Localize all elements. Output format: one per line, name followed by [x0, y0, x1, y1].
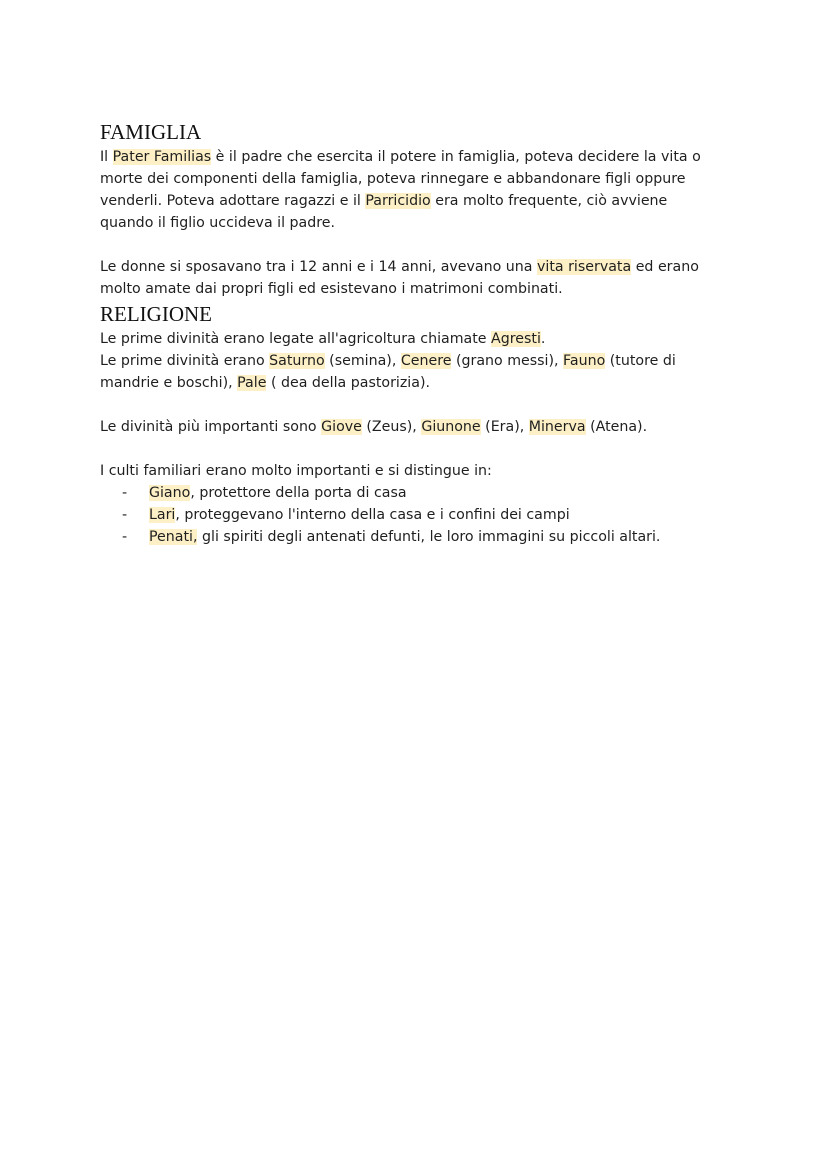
text-run: ( dea della pastorizia). — [266, 375, 430, 391]
highlight-vita-riservata: vita riservata — [537, 259, 632, 275]
paragraph-divinita-importanti — [100, 416, 720, 438]
list-bullet: - — [122, 485, 128, 501]
text-run: Il — [100, 149, 113, 165]
text-run: è il padre che esercita il potere in famiglia, poteva decidere la vita o morte dei componenti della famiglia, poteva rinnegare e abbandonare figli oppure venderli. Poteva adottare ragazzi e il — [100, 149, 701, 209]
text-run: (Zeus), — [361, 419, 422, 435]
text-run: Le prime divinità erano legate all'agricoltura chiamate — [100, 331, 492, 347]
highlight-penati: Penati, — [149, 529, 198, 545]
highlight-giano: Giano — [149, 485, 191, 501]
text-run: Le prime divinità erano — [100, 353, 270, 369]
text-run: , protettore della porta di casa — [190, 485, 407, 501]
highlight-lari: Lari — [149, 507, 176, 523]
highlight-parricidio: Parricidio — [365, 193, 431, 209]
highlight-pater-familias: Pater Familias — [112, 149, 212, 165]
text-run: (Atena). — [585, 419, 648, 435]
list-item-penati — [122, 526, 720, 548]
text-run: Le divinità più importanti sono — [100, 419, 322, 435]
text-run: (tutore di mandrie e boschi), — [100, 353, 676, 391]
paragraph-pater-familias — [100, 146, 720, 234]
list-item-lari — [122, 504, 720, 526]
paragraph-culti-familiari: I culti familiari erano molto importanti e si distingue in: — [100, 463, 492, 479]
highlight-giove: Giove — [321, 419, 362, 435]
text-run: gli spiriti degli antenati defunti, le loro immagini su piccoli altari. — [197, 529, 661, 545]
highlight-saturno: Saturno — [269, 353, 325, 369]
text-run: . — [540, 331, 546, 347]
text-run: (grano messi), — [451, 353, 564, 369]
paragraph-agresti — [100, 328, 720, 350]
text-run: era molto frequente, ciò avviene quando il figlio uccideva il padre. — [100, 193, 668, 231]
highlight-giunone: Giunone — [421, 419, 481, 435]
text-run: (semina), — [324, 353, 401, 369]
highlight-cenere: Cenere — [400, 353, 452, 369]
paragraph-spacer — [100, 234, 720, 256]
highlight-fauno: Fauno — [563, 353, 606, 369]
paragraph-donne — [100, 256, 720, 300]
highlight-pale: Pale — [237, 375, 267, 391]
document-content — [100, 118, 720, 548]
text-run: Le donne si sposavano tra i 12 anni e i 14 anni, avevano una — [100, 259, 537, 275]
paragraph-spacer — [100, 394, 720, 416]
text-run: , proteggevano l'interno della casa e i confini dei campi — [175, 507, 570, 523]
paragraph-prime-divinita — [100, 350, 720, 394]
heading-famiglia: FAMIGLIA — [100, 120, 202, 144]
highlight-minerva: Minerva — [528, 419, 586, 435]
heading-religione: RELIGIONE — [100, 302, 212, 326]
list-bullet: - — [122, 507, 128, 523]
text-run: ed erano molto amate dai propri figli ed esistevano i matrimoni combinati. — [100, 259, 699, 297]
culti-list — [100, 482, 720, 548]
list-bullet: - — [122, 529, 128, 545]
paragraph-spacer — [100, 438, 720, 460]
text-run: (Era), — [480, 419, 529, 435]
list-item-giano — [122, 482, 720, 504]
highlight-agresti: Agresti — [491, 331, 541, 347]
